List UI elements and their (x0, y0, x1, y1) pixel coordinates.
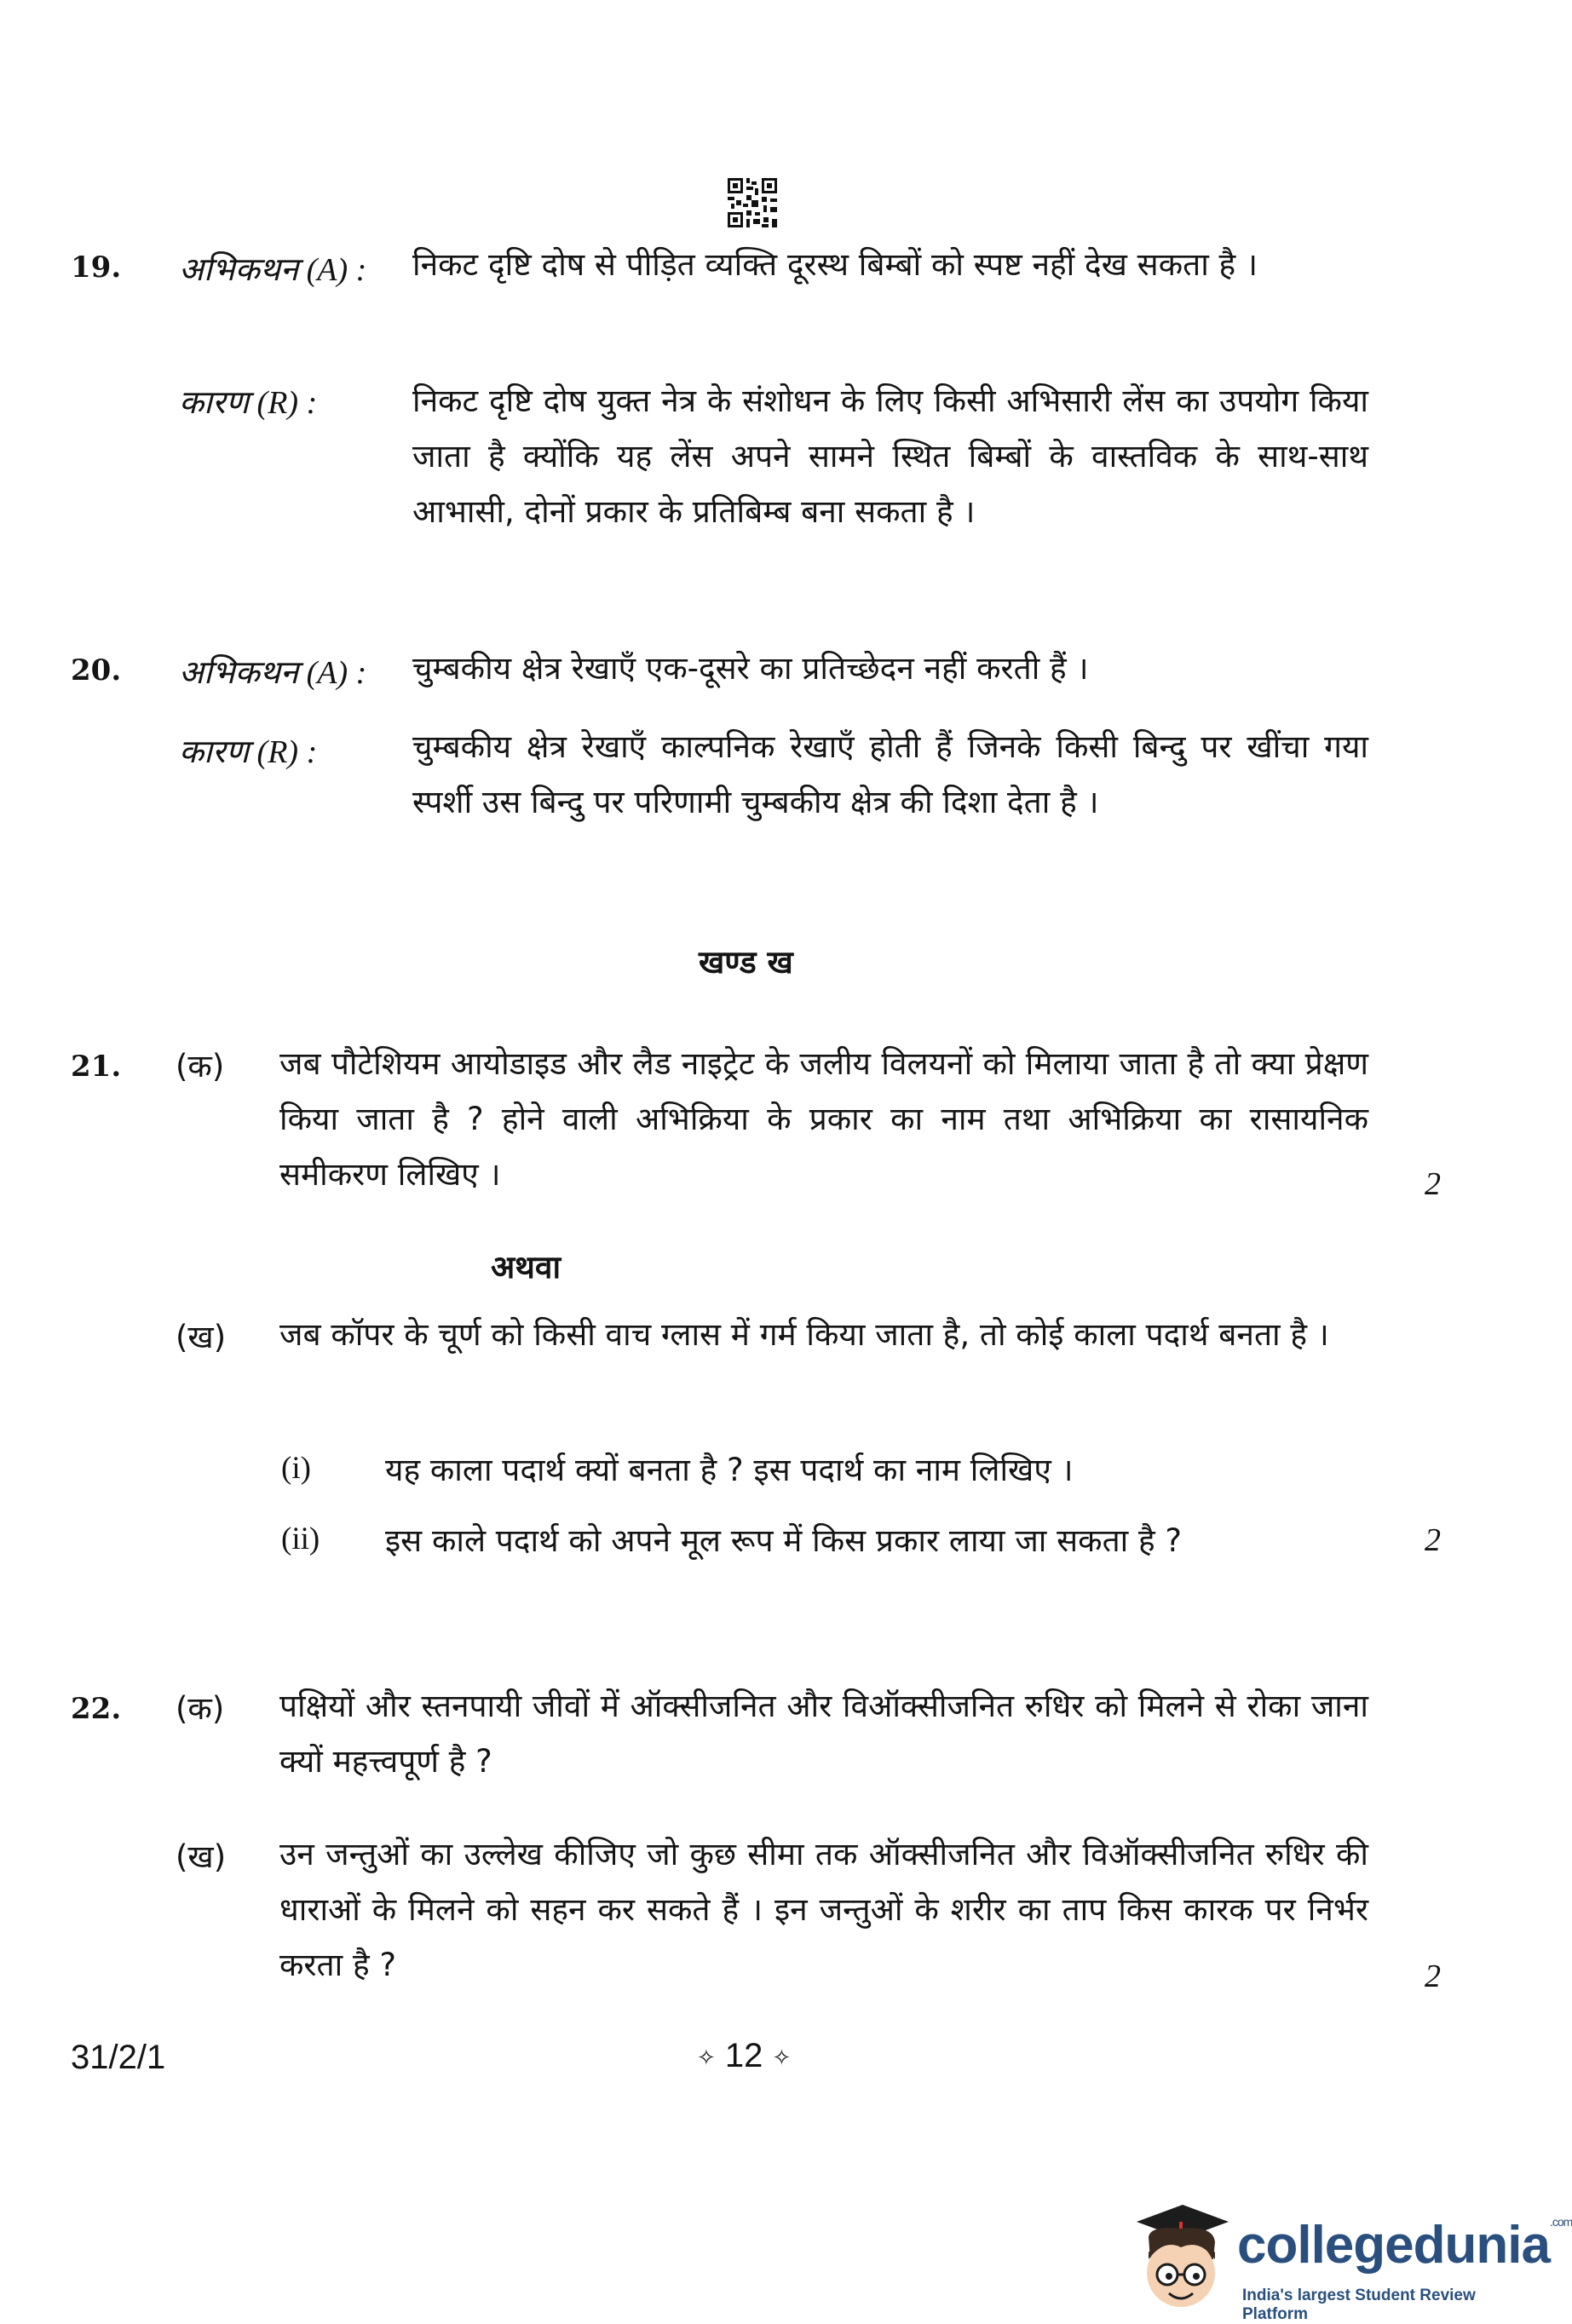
assertion-text: निकट दृष्टि दोष से पीड़ित व्यक्ति दूरस्थ बिम्बों को स्पष्ट नहीं देख सकता है । (412, 246, 1258, 283)
brand-tagline: India's largest Student Review Platform (1242, 2287, 1476, 2323)
reason-text: चुम्बकीय क्षेत्र रेखाएँ काल्पनिक रेखाएँ होती हैं जिनके किसी बिन्दु पर खींचा गया स्पर्शी उस बिन्दु पर परिणामी चुम्बकीय क्षेत्र की दिशा देता है । (412, 728, 1368, 820)
assertion-label: अभिकथन (A) : (179, 655, 367, 691)
question-number: 20. (71, 653, 122, 687)
mascot-logo-icon (1130, 2200, 1232, 2319)
section-heading: खण्ड ख (699, 944, 793, 981)
brand-suffix: .com (1549, 2215, 1572, 2229)
assertion-text: चुम्बकीय क्षेत्र रेखाएँ एक-दूसरे का प्रतिच्छेदन नहीं करती हैं । (412, 650, 1089, 687)
page-number (697, 2037, 791, 2075)
question-text: पक्षियों और स्तनपायी जीवों में ऑक्सीजनित और विऑक्सीजनित रुधिर को मिलने से रोका जाना क्यों महत्त्वपूर्ण है ? (279, 1688, 1368, 1780)
question-text: जब कॉपर के चूर्ण को किसी वाच ग्लास में गर्म किया जाता है, तो कोई काला पदार्थ बनता है । (279, 1316, 1329, 1353)
part-label: (क) (176, 1690, 225, 1727)
marks: 2 (1425, 1959, 1441, 1994)
question-text: जब पौटेशियम आयोडाइड और लैड नाइट्रेट के जलीय विलयनों को मिलाया जाता है तो क्या प्रेक्षण किया जाता है ? होने वाली अभिक्रिया के प्रकार का नाम तथा अभिक्रिया का रासायनिक समीकरण लिखिए । (279, 1045, 1368, 1193)
part-label: (क) (176, 1048, 225, 1084)
brand-name (1237, 2215, 1572, 2275)
question-number: 19. (71, 250, 122, 285)
assertion-label: अभिकथन (A) : (179, 252, 367, 288)
or-separator: अथवा (491, 1249, 561, 1286)
part-label: (ख) (176, 1838, 227, 1875)
reason-text: निकट दृष्टि दोष युक्त नेत्र के संशोधन के लिए किसी अभिसारी लेंस का उपयोग किया जाता है क्योंकि यह लेंस अपने सामने स्थित बिम्बों के वास्तविक के साथ-साथ आभासी, दोनों प्रकार के प्रतिबिम्ब बना सकता है । (412, 383, 1368, 530)
diamond-ornament-icon: ✧ (772, 2044, 792, 2070)
paper-code: 31/2/1 (71, 2039, 166, 2076)
question-text: उन जन्तुओं का उल्लेख कीजिए जो कुछ सीमा तक ऑक्सीजनित और विऑक्सीजनित रुधिर की धाराओं के मिलने को सहन कर सकते हैं । इन जन्तुओं के शरीर का ताप किस कारक पर निर्भर करता है ? (279, 1836, 1368, 1983)
part-label: (ख) (176, 1319, 227, 1355)
question-number: 21. (71, 1050, 122, 1084)
page-number-value: 12 (724, 2037, 763, 2074)
sub-part-text: इस काले पदार्थ को अपने मूल रूप में किस प्रकार लाया जा सकता है ? (385, 1522, 1183, 1559)
sub-part-label: (i) (281, 1451, 311, 1486)
qr-code-icon (726, 176, 779, 229)
marks: 2 (1425, 1166, 1441, 1202)
sub-part-text: यह काला पदार्थ क्यों बनता है ? इस पदार्थ का नाम लिखिए । (385, 1452, 1074, 1488)
reason-label: कारण (R) : (179, 385, 318, 421)
reason-label: कारण (R) : (179, 734, 318, 770)
sub-part-label: (ii) (281, 1522, 320, 1556)
diamond-ornament-icon: ✧ (697, 2044, 716, 2070)
marks: 2 (1425, 1522, 1441, 1558)
question-number: 22. (71, 1692, 122, 1726)
brand-name-text: collegedunia (1237, 2216, 1550, 2275)
